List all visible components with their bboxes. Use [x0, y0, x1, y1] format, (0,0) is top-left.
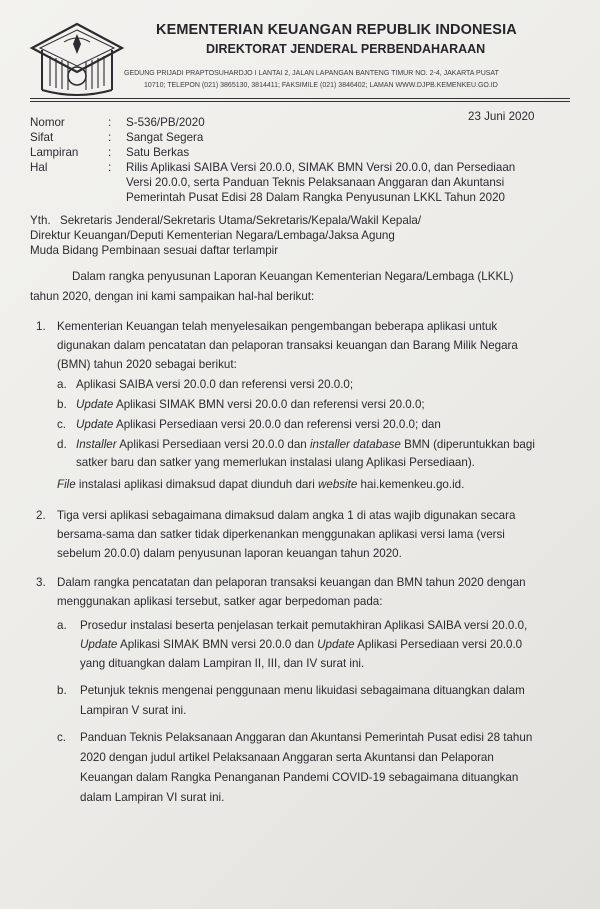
sifat-label: Sifat	[30, 131, 54, 144]
item-2-line-2: bersama-sama dan satker tidak diperkenankan menggunakan aplikasi versi lama (versi	[57, 528, 505, 541]
item-3c-line-2: 2020 dengan judul artikel Pelaksanaan Anggaran serta Akuntansi dan Pelaporan	[80, 751, 494, 764]
item-3b-label: b.	[57, 684, 67, 697]
sifat-value: Sangat Segera	[126, 131, 204, 144]
item-3a-line-1: Prosedur instalasi beserta penjelasan terkait pemutakhiran Aplikasi SAIBA versi 20.0.0,	[80, 619, 528, 632]
item-3b-line-2: Lampiran V surat ini.	[80, 704, 187, 717]
item-3a-line-2	[80, 638, 522, 651]
item-1c-rest: Aplikasi Persediaan versi 20.0.0 dan referensi versi 20.0.0; dan	[113, 418, 441, 431]
item-1b-text	[76, 398, 425, 411]
yth-label: Yth.	[30, 214, 51, 227]
item-1-line-1: Kementerian Keuangan telah menyelesaikan pengembangan beberapa aplikasi untuk	[57, 320, 498, 333]
item-2-line-3: sebelum 20.0.0) dalam penyusunan laporan keuangan tahun 2020.	[57, 547, 402, 560]
header-divider-thin	[30, 101, 570, 102]
nomor-colon: :	[108, 116, 112, 129]
item-1d-italic-2: installer database	[309, 438, 401, 451]
item-3c-line-1: Panduan Teknis Pelaksanaan Anggaran dan Akuntansi Pemerintah Pusat edisi 28 tahun	[80, 731, 533, 744]
intro-line-1: Dalam rangka penyusunan Laporan Keuangan Kementerian Negara/Lembaga (LKKL)	[72, 270, 514, 283]
item-3c-line-3: Keuangan dalam Rangka Penanganan Pandemi COVID-19 sebagaimana dituangkan	[80, 771, 519, 784]
item-1-line-2: digunakan dalam pencatatan dan pelaporan transaksi keuangan dan Barang Milik Negara	[57, 339, 518, 352]
item-1c-text	[76, 418, 441, 431]
hal-line-3: Pemerintah Pusat Edisi 28 Dalam Rangka Penyusunan LKKL Tahun 2020	[126, 191, 505, 204]
item-3c-label: c.	[57, 731, 67, 744]
item-1d-text-2: BMN (diperuntukkan bagi	[400, 438, 535, 451]
header-divider	[30, 98, 570, 99]
item-1c-label: c.	[57, 418, 67, 431]
item-1b-label: b.	[57, 398, 67, 411]
directorate-name: DIREKTORAT JENDERAL PERBENDAHARAAN	[206, 42, 486, 56]
kemenkeu-emblem-icon	[28, 20, 126, 98]
hal-colon: :	[108, 161, 112, 174]
addressee-line-3: Muda Bidang Pembinaan sesuai daftar terlampir	[30, 244, 279, 257]
item-1b-italic: Update	[76, 398, 114, 411]
file-text-2: hai.kemenkeu.go.id.	[357, 478, 465, 491]
item-3-line-2: menggunakan aplikasi tersebut, satker agar berpedoman pada:	[57, 595, 383, 608]
address-line-1: GEDUNG PRIJADI PRAPTOSUHARDJO I LANTAI 2, JALAN LAPANGAN BANTENG TIMUR NO. 2-4, JAKARTA PUSAT	[124, 70, 499, 77]
item-3a-italic-2: Update	[317, 638, 355, 651]
lampiran-label: Lampiran	[30, 146, 79, 159]
website-italic: website	[318, 478, 358, 491]
item-1d-line-1	[76, 438, 535, 451]
item-1a-text: Aplikasi SAIBA versi 20.0.0 dan referensi versi 20.0.0;	[76, 378, 354, 391]
item-2-line-1: Tiga versi aplikasi sebagaimana dimaksud dalam angka 1 di atas wajib digunakan secara	[57, 509, 516, 522]
addressee-line-2: Direktur Keuangan/Deputi Kementerian Negara/Lembaga/Jaksa Agung	[30, 229, 395, 242]
item-1-number: 1.	[36, 320, 46, 333]
intro-line-2: tahun 2020, dengan ini kami sampaikan hal-hal berikut:	[30, 290, 315, 303]
lampiran-value: Satu Berkas	[126, 146, 190, 159]
item-1d-line-2: satker baru dan satker yang memerlukan instalasi ulang Aplikasi Persediaan).	[76, 456, 475, 469]
file-italic: File	[57, 478, 76, 491]
item-3a-text-1: Aplikasi SIMAK BMN versi 20.0.0 dan	[117, 638, 318, 651]
hal-line-1: Rilis Aplikasi SAIBA Versi 20.0.0, SIMAK BMN Versi 20.0.0, dan Persediaan	[126, 161, 516, 174]
letter-date: 23 Juni 2020	[468, 110, 535, 123]
item-1d-label: d.	[57, 438, 67, 451]
item-1a-label: a.	[57, 378, 67, 391]
hal-line-2: Versi 20.0.0, serta Panduan Teknis Pelaksanaan Anggaran dan Akuntansi	[126, 176, 505, 189]
lampiran-colon: :	[108, 146, 112, 159]
item-1-line-3: (BMN) tahun 2020 sebagai berikut:	[57, 358, 237, 371]
item-3a-italic-1: Update	[80, 638, 118, 651]
addressee-line-1: Sekretaris Jenderal/Sekretaris Utama/Sekretaris/Kepala/Wakil Kepala/	[60, 214, 422, 227]
item-3b-line-1: Petunjuk teknis mengenai penggunaan menu likuidasi sebagaimana dituangkan dalam	[80, 684, 525, 697]
hal-label: Hal	[30, 161, 48, 174]
item-1d-italic-1: Installer	[76, 438, 117, 451]
nomor-value: S-536/PB/2020	[126, 116, 205, 129]
ministry-name: KEMENTERIAN KEUANGAN REPUBLIK INDONESIA	[156, 22, 517, 38]
item-3a-line-3: yang dituangkan dalam Lampiran II, III, dan IV surat ini.	[80, 657, 365, 670]
address-line-2: 10710; TELEPON (021) 3865130, 3814411; FAKSIMILE (021) 3846402; LAMAN WWW.DJPB.KEMENKEU.GO.ID	[144, 82, 498, 89]
nomor-label: Nomor	[30, 116, 65, 129]
item-3a-label: a.	[57, 619, 67, 632]
item-3a-text-2: Aplikasi Persediaan versi 20.0.0	[354, 638, 523, 651]
sifat-colon: :	[108, 131, 112, 144]
item-1d-text-1: Aplikasi Persediaan versi 20.0.0 dan	[116, 438, 310, 451]
item-1b-rest: Aplikasi SIMAK BMN versi 20.0.0 dan referensi versi 20.0.0;	[113, 398, 425, 411]
item-3-line-1: Dalam rangka pencatatan dan pelaporan transaksi keuangan dan BMN tahun 2020 dengan	[57, 576, 526, 589]
item-2-number: 2.	[36, 509, 46, 522]
item-1-file-note	[57, 478, 464, 491]
item-3-number: 3.	[36, 576, 46, 589]
item-3c-line-4: dalam Lampiran VI surat ini.	[80, 791, 225, 804]
file-text-1: instalasi aplikasi dimaksud dapat diunduh dari	[75, 478, 319, 491]
item-1c-italic: Update	[76, 418, 114, 431]
